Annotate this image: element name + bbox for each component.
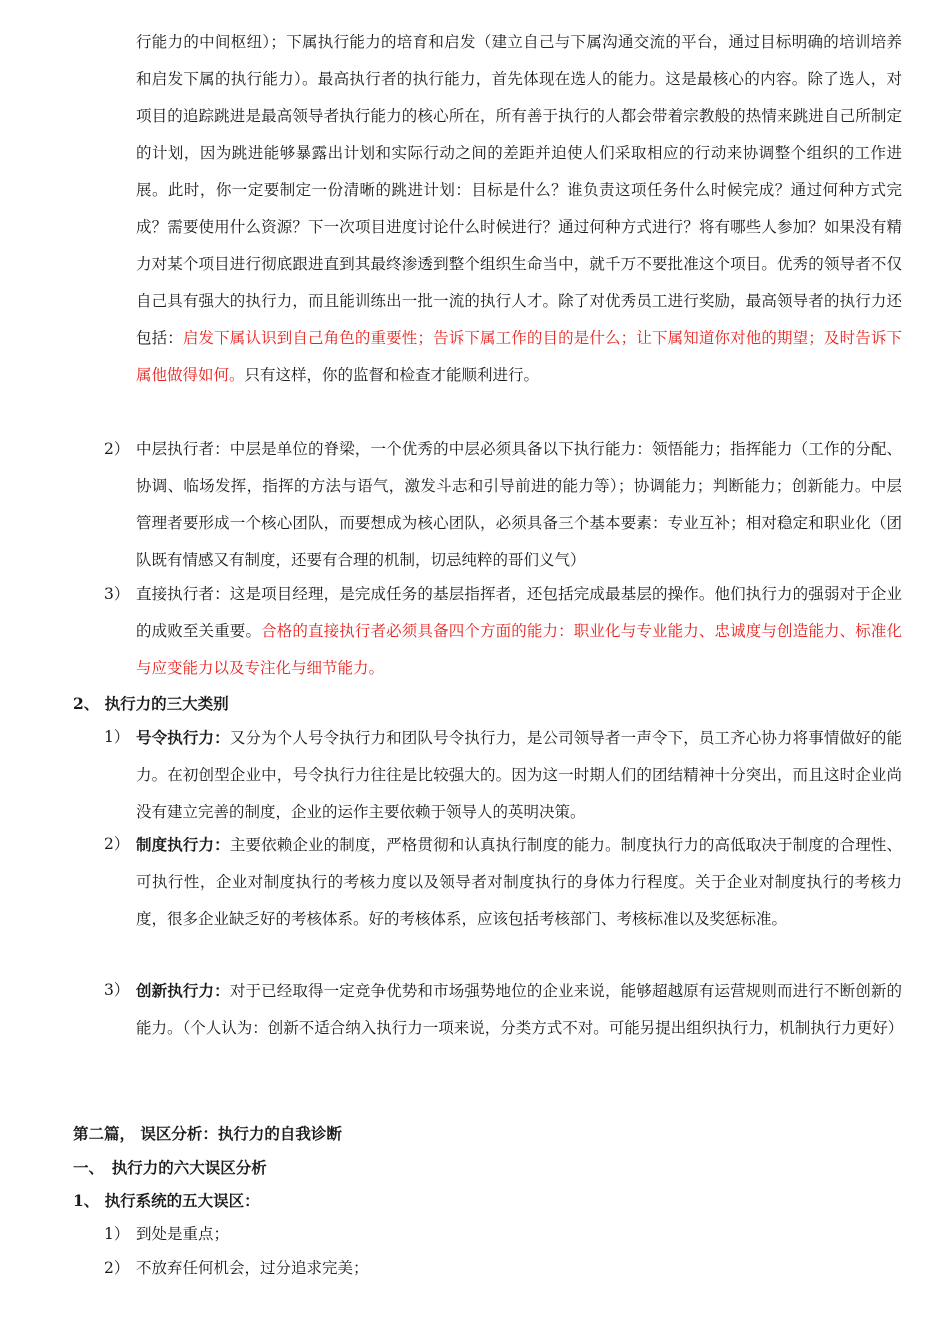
list-number: 2） <box>104 440 130 458</box>
list-text: 不放弃任何机会，过分追求完美； <box>136 1259 369 1277</box>
list-text: 直接执行者：这是项目经理，是完成任务的基层指挥者，还包括完成最基层的操作。他们执行力的强弱对于企业的成败至关重要。合格的直接执行者必须具备四个方面的能力：职业化与专业能力、忠诚度与创造能力、标准化与应变能力以及专注化与细节能力。 <box>136 585 902 677</box>
list-item-system-execution <box>104 826 902 938</box>
list-item-mistake-1 <box>104 1216 902 1253</box>
list-number: 1） <box>104 1225 130 1243</box>
list-number: 1） <box>104 728 130 746</box>
list-number: 2） <box>104 835 130 853</box>
list-item-direct-executive <box>104 576 902 687</box>
section-heading: 2、 执行力的三大类别 <box>73 694 229 713</box>
highlighted-text: 合格的直接执行者必须具备四个方面的能力：职业化与专业能力、忠诚度与创造能力、标准化与应变能力以及专注化与细节能力。 <box>136 622 902 677</box>
list-item-command-execution <box>104 719 902 831</box>
list-item-mistake-2 <box>104 1250 902 1287</box>
list-text: 制度执行力：主要依赖企业的制度，严格贯彻和认真执行制度的能力。制度执行力的高低取决于制度的合理性、可执行性，企业对制度执行的考核力度以及领导者对制度执行的身体力行程度。关于企业对制度执行的考核力度，很多企业缺乏好的考核体系。好的考核体系，应该包括考核部门、考核标准以及奖惩标准。 <box>136 835 902 928</box>
list-item-innovation-execution <box>104 972 902 1047</box>
subsection-heading-2: 1、 执行系统的五大误区： <box>73 1191 260 1210</box>
list-item-middle-executive <box>104 431 902 579</box>
list-text: 号令执行力：又分为个人号令执行力和团队号令执行力，是公司领导者一声令下，员工齐心协力将事情做好的能力。在初创型企业中，号令执行力往往是比较强大的。因为这一时期人们的团结精神十分突出，而且这时企业尚没有建立完善的制度，企业的运作主要依赖于领导人的英明决策。 <box>136 728 902 821</box>
paragraph-top-executive <box>136 24 902 394</box>
term-label: 号令执行力： <box>136 728 230 747</box>
part-heading: 第二篇， 误区分析：执行力的自我诊断 <box>73 1124 342 1143</box>
list-number: 3） <box>104 585 130 603</box>
list-number: 3） <box>104 981 130 999</box>
subsection-heading: 一、 执行力的六大误区分析 <box>73 1158 267 1177</box>
term-label: 制度执行力： <box>136 835 230 854</box>
list-text: 到处是重点； <box>136 1225 230 1243</box>
list-text: 中层执行者：中层是单位的脊梁，一个优秀的中层必须具备以下执行能力：领悟能力；指挥能力（工作的分配、协调、临场发挥，指挥的方法与语气，激发斗志和引导前进的能力等）；协调能力；判断能力；创新能力。中层管理者要形成一个核心团队，而要想成为核心团队，必须具备三个基本要素：专业互补；相对稳定和职业化（团队既有情感又有制度，还要有合理的机制，切忌纯粹的哥们义气） <box>136 440 902 569</box>
highlighted-text: 启发下属认识到自己角色的重要性；告诉下属工作的目的是什么；让下属知道你对他的期望；及时告诉下属他做得如何。 <box>136 329 902 384</box>
list-number: 2） <box>104 1259 130 1277</box>
term-label: 创新执行力： <box>136 981 230 1000</box>
paragraph-text: 行能力的中间枢纽）；下属执行能力的培育和启发（建立自己与下属沟通交流的平台，通过目标明确的培训培养和启发下属的执行能力）。最高执行者的执行能力，首先体现在选人的能力。这是最核心的内容。除了选人，对项目的追踪跳进是最高领导者执行能力的核心所在，所有善于执行的人都会带着宗教般的热情来跳进自己所制定的计划，因为跳进能够暴露出计划和实际行动之间的差距并迫使人们采取相应的行动来协调整个组织的工作进展。此时，你一定要制定一份清晰的跳进计划：目标是什么？谁负责这项任务什么时候完成？通过何种方式完成？需要使用什么资源？下一次项目进度讨论什么时候进行？通过何种方式进行？将有哪些人参加？如果没有精力对某个项目进行彻底跟进直到其最终渗透到整个组织生命当中，就千万不要批准这个项目。优秀的领导者不仅自己具有强大的执行力，而且能训练出一批一流的执行人才。除了对优秀员工进行奖励，最高领导者的执行力还包括： <box>136 33 902 347</box>
paragraph-text-end: 只有这样，你的监督和检查才能顺利进行。 <box>244 366 540 384</box>
list-text: 创新执行力：对于已经取得一定竞争优势和市场强势地位的企业来说，能够超越原有运营规则而进行不断创新的能力。（个人认为：创新不适合纳入执行力一项来说，分类方式不对。可能另提出组织执行力，机制执行力更好） <box>136 981 904 1037</box>
